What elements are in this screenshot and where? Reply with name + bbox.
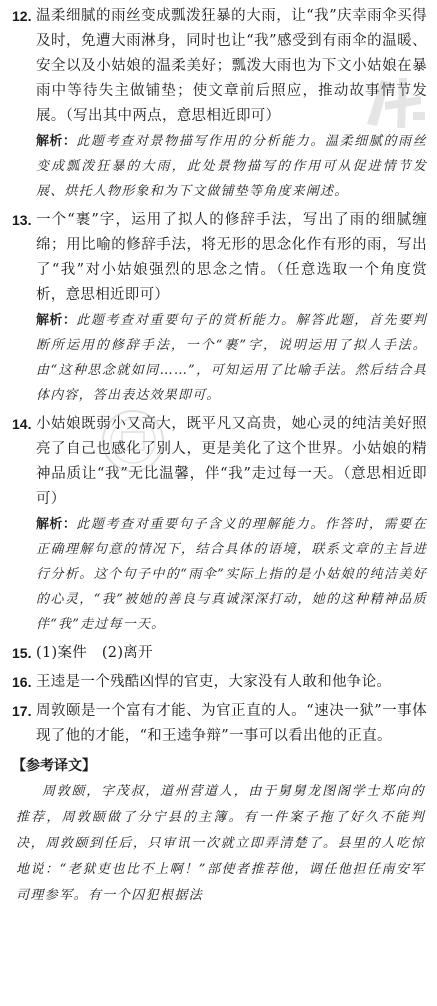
answer-item-12 [12, 4, 427, 204]
answer-item-13 [12, 208, 427, 408]
item-number: 17. [12, 703, 32, 719]
answer-text: (1)案件 (2)离开 [36, 645, 153, 661]
answer-item-14 [12, 412, 427, 637]
answer-text: 温柔细腻的雨丝变成瓢泼狂暴的大雨，让“我”庆幸雨伞买得及时，免遭大雨淋身，同时也让“我”感受到有雨伞的温暖、安全以及小姑娘的温柔美好；瓢泼大雨也为下文小姑娘在暴雨中等待失主做铺垫；使文章前后照应，推动故事情节发展。（写出其中两点，意思相近即可） [36, 8, 427, 124]
analysis-label: 解析： [36, 313, 77, 328]
answer-text: 一个“裹”字，运用了拟人的修辞手法，写出了雨的细腻缠绵；用比喻的修辞手法，将无形的思念化作有形的雨，写出了“我”对小姑娘强烈的思念之情。（任意选取一个角度赏析，意思相近即可） [36, 212, 427, 303]
item-number: 13. [12, 212, 32, 228]
analysis-block [12, 512, 427, 637]
answer-item-17 [12, 699, 427, 749]
answer-text: 小姑娘既弱小又高大，既平凡又高贵，她心灵的纯洁美好照亮了自己也感化了别人，更是美化了这个世界。小姑娘的精神品质让“我”无比温馨，伴“我”走过每一天。（意思相近即可） [36, 416, 427, 507]
analysis-text: 此题考查对景物描写作用的分析能力。温柔细腻的雨丝变成瓢泼狂暴的大雨，此处景物描写的作用可从促进情节发展、烘托人物形象和为下文做铺垫等角度来阐述。 [36, 134, 427, 199]
reference-translation-title: 【参考译文】 [12, 758, 96, 774]
item-number: 14. [12, 416, 32, 432]
analysis-label: 解析： [36, 517, 77, 532]
analysis-block [12, 308, 427, 408]
analysis-block [12, 129, 427, 204]
analysis-text: 此题考查对重要句子的赏析能力。解答此题，首先要判断所运用的修辞手法，一个“裹”字，说明运用了拟人手法。由“这种思念就如同……”，可知运用了比喻手法。然后结合具体内容，答出表达效果即可。 [36, 313, 427, 403]
answer-item-16 [12, 670, 427, 695]
reference-translation-text: 周敦颐，字茂叔，道州营道人，由于舅舅龙图阁学士郑向的推荐，周敦颐做了分宁县的主簿。有一件案子拖了好久不能判决，周敦颐到任后，只审讯一次就立即弄清楚了。县里的人吃惊地说：“老狱吏也比不上啊！”部使者推荐他，调任他担任南安军司理参军。有一个囚犯根据法 [16, 784, 425, 903]
answer-item-15 [12, 641, 427, 666]
analysis-label: 解析： [36, 134, 77, 149]
analysis-text: 此题考查对重要句子含义的理解能力。作答时，需要在正确理解句意的情况下，结合具体的语境，联系文章的主旨进行分析。这个句子中的“雨伞”实际上指的是小姑娘的纯洁美好的心灵，“我”被她的善良与真诚深深打动，她的这种精神品质伴“我”走过每一天。 [36, 517, 427, 632]
answer-text: 周敦颐是一个富有才能、为官正直的人。“速决一狱”一事体现了他的才能，“和王逵争辩”一事可以看出他的正直。 [36, 703, 427, 744]
item-number: 16. [12, 674, 32, 690]
item-number: 12. [12, 8, 32, 24]
item-number: 15. [12, 645, 32, 661]
answer-text: 王逵是一个残酷凶悍的官吏，大家没有人敢和他争论。 [36, 674, 392, 690]
